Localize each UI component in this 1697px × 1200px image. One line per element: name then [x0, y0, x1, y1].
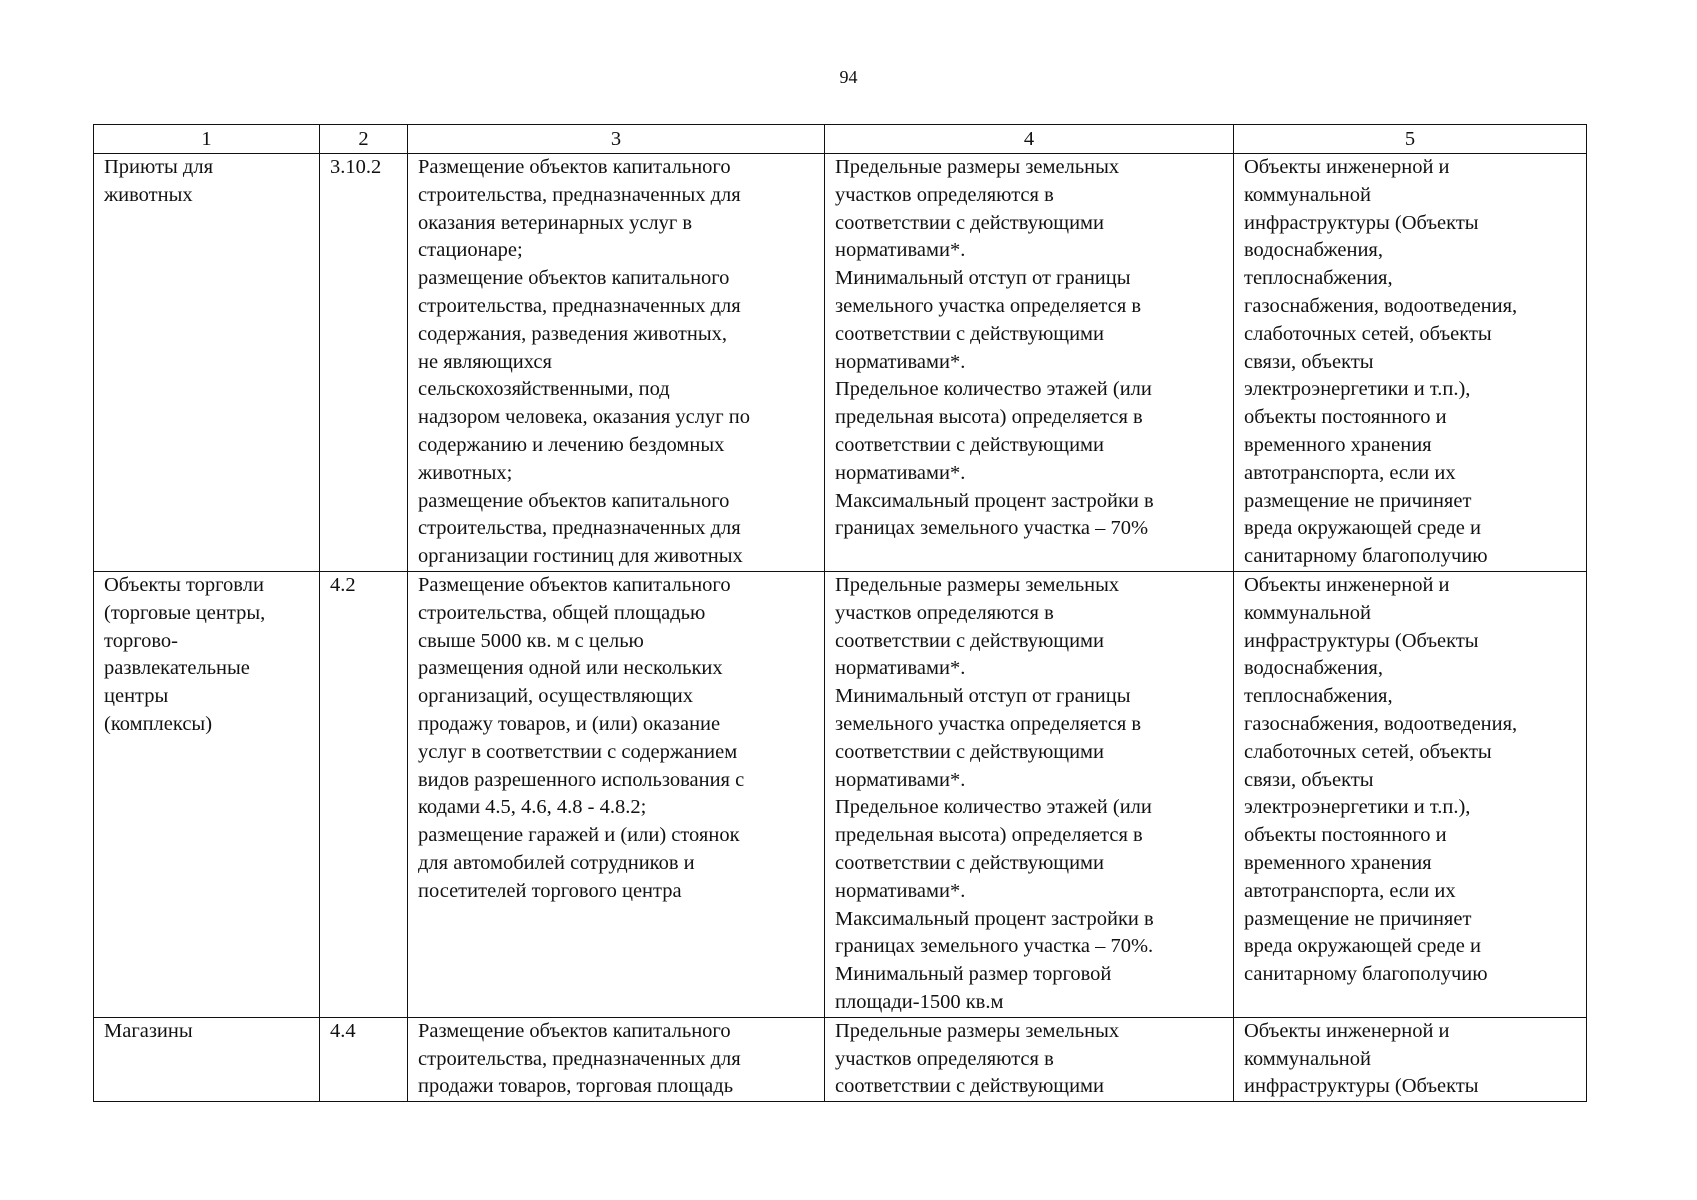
- parameters-line: границах земельного участка – 70%.: [835, 935, 1154, 958]
- description-line: для автомобилей сотрудников и: [418, 851, 695, 874]
- parameters-line: земельного участка определяется в: [835, 712, 1142, 735]
- auxiliary-line: инфраструктуры (Объекты: [1244, 211, 1479, 234]
- name-line: Магазины: [104, 1019, 193, 1042]
- auxiliary-line: электроэнергетики и т.п.),: [1244, 378, 1471, 401]
- description-line: организации гостиниц для животных: [418, 545, 743, 568]
- auxiliary-line: санитарному благополучию: [1244, 545, 1488, 568]
- parameters-line: нормативами*.: [835, 879, 966, 902]
- auxiliary-line: слаботочных сетей, объекты: [1244, 740, 1492, 763]
- parameters-line: нормативами*.: [835, 768, 966, 791]
- auxiliary-line: Объекты инженерной и: [1244, 1019, 1450, 1042]
- name-line: Объекты торговли: [104, 574, 264, 596]
- name-cell: [94, 1017, 320, 1101]
- parameters-line: Предельные размеры земельных: [835, 1019, 1120, 1042]
- auxiliary-line: размещение не причиняет: [1244, 907, 1472, 930]
- name-cell: [94, 572, 320, 1018]
- auxiliary-line: временного хранения: [1244, 851, 1432, 874]
- description-line: животных;: [418, 461, 513, 484]
- description-line: надзором человека, оказания услуг по: [418, 406, 751, 429]
- description-line: организаций, осуществляющих: [418, 685, 693, 708]
- name-cell: [94, 154, 320, 572]
- description-line: продажи товаров, торговая площадь: [418, 1075, 734, 1098]
- name-line: (комплексы): [104, 712, 213, 735]
- auxiliary-line: объекты постоянного и: [1244, 824, 1447, 847]
- auxiliary-line: связи, объекты: [1244, 350, 1374, 373]
- name-line: животных: [104, 183, 193, 206]
- parameters-line: нормативами*.: [835, 350, 966, 373]
- auxiliary-line: вреда окружающей среде и: [1244, 935, 1481, 958]
- description-line: Размещение объектов капитального: [418, 156, 731, 178]
- auxiliary-line: слаботочных сетей, объекты: [1244, 322, 1492, 345]
- description-line: стационаре;: [418, 239, 523, 262]
- auxiliary-cell: [1234, 572, 1587, 1018]
- parameters-line: Максимальный процент застройки в: [835, 489, 1154, 512]
- description-line: строительства, предназначенных для: [418, 1047, 741, 1070]
- parameters-line: Предельное количество этажей (или: [835, 378, 1152, 401]
- description-line: содержанию и лечению бездомных: [418, 433, 725, 456]
- auxiliary-line: автотранспорта, если их: [1244, 461, 1456, 484]
- name-line: развлекательные: [104, 657, 250, 680]
- parameters-line: земельного участка определяется в: [835, 294, 1142, 317]
- header-col-3: 3: [408, 125, 825, 154]
- auxiliary-line: автотранспорта, если их: [1244, 879, 1456, 902]
- auxiliary-cell: [1234, 154, 1587, 572]
- parameters-line: нормативами*.: [835, 657, 966, 680]
- page-number: 94: [839, 67, 858, 87]
- parameters-cell: [825, 1017, 1234, 1101]
- auxiliary-line: электроэнергетики и т.п.),: [1244, 796, 1471, 819]
- description-line: сельскохозяйственными, под: [418, 378, 670, 401]
- table-row: [94, 154, 1587, 572]
- auxiliary-line: санитарному благополучию: [1244, 963, 1488, 986]
- parameters-line: соответствии с действующими: [835, 851, 1104, 874]
- parameters-line: предельная высота) определяется в: [835, 406, 1143, 429]
- auxiliary-line: коммунальной: [1244, 183, 1371, 206]
- description-line: строительства, предназначенных для: [418, 183, 741, 206]
- parameters-line: нормативами*.: [835, 461, 966, 484]
- parameters-line: участков определяются в: [835, 601, 1054, 624]
- parameters-line: соответствии с действующими: [835, 629, 1104, 652]
- name-line: центры: [104, 685, 169, 708]
- parameters-line: площади-1500 кв.м: [835, 990, 1004, 1013]
- parameters-line: Предельное количество этажей (или: [835, 796, 1152, 819]
- parameters-line: нормативами*.: [835, 239, 966, 262]
- parameters-line: предельная высота) определяется в: [835, 824, 1143, 847]
- name-line: торгово-: [104, 629, 178, 652]
- description-cell: [408, 572, 825, 1018]
- parameters-line: участков определяются в: [835, 1047, 1054, 1070]
- auxiliary-line: объекты постоянного и: [1244, 406, 1447, 429]
- table-row: [94, 1017, 1587, 1101]
- header-col-5: 5: [1234, 125, 1587, 154]
- code-cell: 4.2: [320, 572, 408, 1018]
- auxiliary-line: газоснабжения, водоотведения,: [1244, 294, 1518, 317]
- description-line: размещения одной или нескольких: [418, 657, 723, 680]
- name-line: (торговые центры,: [104, 601, 266, 624]
- header-col-1: 1: [94, 125, 320, 154]
- description-line: кодами 4.5, 4.6, 4.8 - 4.8.2;: [418, 796, 647, 819]
- parameters-line: Предельные размеры земельных: [835, 156, 1120, 178]
- parameters-line: участков определяются в: [835, 183, 1054, 206]
- auxiliary-line: Объекты инженерной и: [1244, 574, 1450, 596]
- header-col-2: 2: [320, 125, 408, 154]
- auxiliary-line: инфраструктуры (Объекты: [1244, 629, 1479, 652]
- auxiliary-line: коммунальной: [1244, 1047, 1371, 1070]
- auxiliary-line: связи, объекты: [1244, 768, 1374, 791]
- parameters-cell: [825, 572, 1234, 1018]
- auxiliary-line: размещение не причиняет: [1244, 489, 1472, 512]
- table-row: [94, 572, 1587, 1018]
- auxiliary-line: газоснабжения, водоотведения,: [1244, 712, 1518, 735]
- description-line: услуг в соответствии с содержанием: [418, 740, 738, 763]
- description-line: строительства, предназначенных для: [418, 294, 741, 317]
- header-col-4: 4: [825, 125, 1234, 154]
- code-cell: 4.4: [320, 1017, 408, 1101]
- description-line: строительства, предназначенных для: [418, 517, 741, 540]
- description-cell: [408, 1017, 825, 1101]
- auxiliary-line: теплоснабжения,: [1244, 267, 1393, 290]
- description-line: продажу товаров, и (или) оказание: [418, 712, 721, 735]
- description-line: Размещение объектов капитального: [418, 1019, 731, 1042]
- description-line: размещение объектов капитального: [418, 267, 730, 290]
- auxiliary-line: коммунальной: [1244, 601, 1371, 624]
- parameters-line: Минимальный отступ от границы: [835, 267, 1131, 290]
- auxiliary-line: водоснабжения,: [1244, 657, 1383, 680]
- auxiliary-line: инфраструктуры (Объекты: [1244, 1075, 1479, 1098]
- parameters-line: соответствии с действующими: [835, 433, 1104, 456]
- description-line: содержания, разведения животных,: [418, 322, 728, 345]
- parameters-line: границах земельного участка – 70%: [835, 517, 1149, 540]
- parameters-line: соответствии с действующими: [835, 1075, 1104, 1098]
- header-row: [94, 125, 1587, 154]
- code-cell: 3.10.2: [320, 154, 408, 572]
- description-line: размещение гаражей и (или) стоянок: [418, 824, 740, 847]
- description-line: строительства, общей площадью: [418, 601, 706, 624]
- auxiliary-line: Объекты инженерной и: [1244, 156, 1450, 178]
- description-line: оказания ветеринарных услуг в: [418, 211, 693, 234]
- auxiliary-cell: [1234, 1017, 1587, 1101]
- description-line: Размещение объектов капитального: [418, 574, 731, 596]
- auxiliary-line: вреда окружающей среде и: [1244, 517, 1481, 540]
- parameters-line: соответствии с действующими: [835, 740, 1104, 763]
- description-line: свыше 5000 кв. м с целью: [418, 629, 644, 652]
- zoning-table: [93, 124, 1587, 1102]
- parameters-line: Предельные размеры земельных: [835, 574, 1120, 596]
- description-cell: [408, 154, 825, 572]
- description-line: видов разрешенного использования с: [418, 768, 745, 791]
- name-line: Приюты для: [104, 156, 214, 178]
- parameters-cell: [825, 154, 1234, 572]
- parameters-line: соответствии с действующими: [835, 211, 1104, 234]
- description-line: размещение объектов капитального: [418, 489, 730, 512]
- auxiliary-line: теплоснабжения,: [1244, 685, 1393, 708]
- description-line: посетителей торгового центра: [418, 879, 682, 902]
- parameters-line: Минимальный отступ от границы: [835, 685, 1131, 708]
- parameters-line: Максимальный процент застройки в: [835, 907, 1154, 930]
- auxiliary-line: временного хранения: [1244, 433, 1432, 456]
- parameters-line: соответствии с действующими: [835, 322, 1104, 345]
- description-line: не являющихся: [418, 350, 552, 373]
- auxiliary-line: водоснабжения,: [1244, 239, 1383, 262]
- parameters-line: Минимальный размер торговой: [835, 963, 1112, 986]
